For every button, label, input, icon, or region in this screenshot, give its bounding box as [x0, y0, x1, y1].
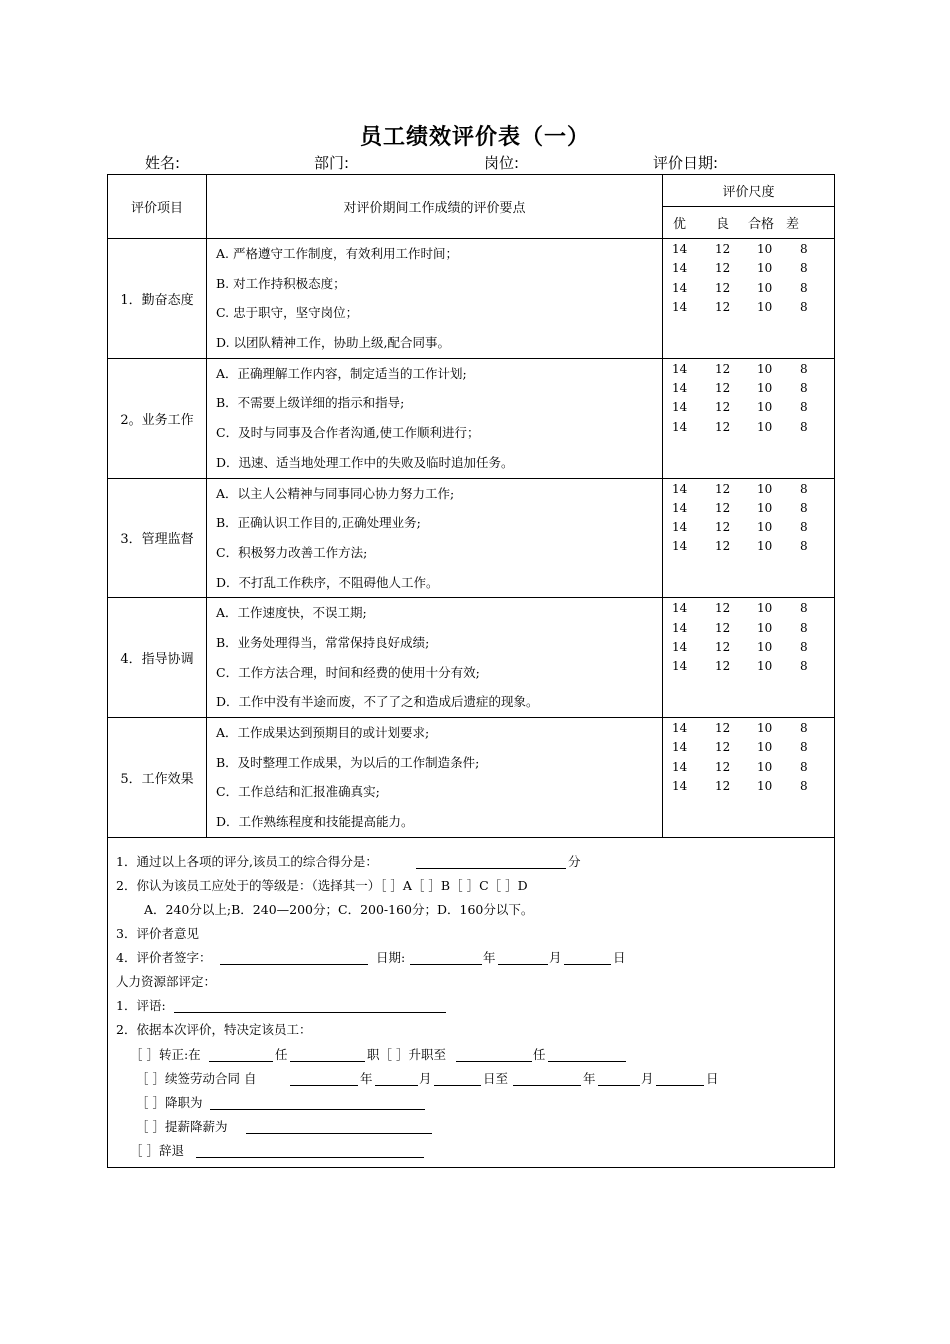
score-12: 12 — [715, 381, 731, 396]
score-10: 10 — [757, 481, 773, 496]
department-label: 部门: — [314, 154, 350, 172]
score-cell — [663, 239, 835, 359]
score-14: 14 — [672, 361, 688, 376]
score-12: 12 — [715, 520, 731, 535]
item-name: 5．工作效果 — [108, 718, 207, 838]
score-8: 8 — [800, 400, 808, 415]
score-14: 14 — [672, 419, 688, 434]
renew-end-day-label: 日 — [706, 1070, 719, 1086]
item-points — [207, 598, 663, 718]
score-10: 10 — [757, 400, 773, 415]
score-8: 8 — [800, 242, 808, 256]
score-12: 12 — [715, 299, 731, 314]
item-name: 2。业务工作 — [108, 358, 207, 478]
evaluation-table — [107, 174, 835, 1168]
confirm-post-label: 任 — [275, 1046, 288, 1062]
demote-blank[interactable] — [210, 1109, 425, 1110]
day-label: 日 — [613, 950, 626, 966]
signature-date-label: 日期: — [376, 950, 406, 966]
point-a: A．以主人公精神与同事同心协力努力工作; — [216, 485, 455, 501]
grade-pass: 合格 — [748, 217, 775, 232]
score-12: 12 — [715, 721, 731, 735]
score-12: 12 — [715, 740, 731, 755]
day-blank[interactable] — [564, 964, 611, 965]
confirm-dept-blank[interactable] — [209, 1061, 273, 1062]
hr-evaluation-label: 人力资源部评定： — [116, 974, 217, 990]
score-8: 8 — [800, 740, 808, 755]
renew-start-day-blank[interactable] — [434, 1085, 481, 1086]
comment-label: 1．评语: — [116, 998, 166, 1014]
score-14: 14 — [672, 759, 688, 774]
score-14: 14 — [672, 659, 688, 674]
score-cell — [663, 358, 835, 478]
score-14: 14 — [672, 280, 688, 295]
confirm-post-blank[interactable] — [290, 1061, 365, 1062]
signature-blank[interactable] — [220, 964, 368, 965]
salary-adjust-blank[interactable] — [246, 1133, 432, 1134]
score-10: 10 — [757, 740, 773, 755]
score-10: 10 — [757, 419, 773, 434]
item-points — [207, 478, 663, 598]
grade-criteria: A．240分以上;B．240—200分；C．200-160分；D．160分以下。 — [144, 901, 534, 917]
score-14: 14 — [672, 481, 688, 496]
point-a: A．工作成果达到预期目的或计划要求; — [216, 725, 430, 740]
score-cell — [663, 598, 835, 718]
score-14: 14 — [672, 740, 688, 755]
point-b: B．不需要上级详细的指示和指导; — [216, 395, 405, 411]
table-row — [108, 358, 835, 478]
renew-start-month-blank[interactable] — [375, 1085, 418, 1086]
renew-until-label: 日至 — [483, 1070, 509, 1086]
score-cell — [663, 718, 835, 838]
header-points: 对评价期间工作成绩的评价要点 — [207, 175, 663, 239]
score-14: 14 — [672, 639, 688, 654]
score-14: 14 — [672, 381, 688, 396]
score-8: 8 — [800, 280, 808, 295]
score-12: 12 — [715, 261, 731, 276]
score-8: 8 — [800, 361, 808, 376]
score-8: 8 — [800, 721, 808, 735]
line-dismiss — [108, 1137, 834, 1161]
point-d: D．迅速、适当地处理工作中的失败及临时追加任务。 — [216, 454, 514, 470]
score-14: 14 — [672, 721, 688, 735]
score-12: 12 — [715, 500, 731, 515]
point-a: A．正确理解工作内容，制定适当的工作计划; — [216, 365, 467, 381]
renew-end-year-label: 年 — [583, 1070, 596, 1086]
year-blank[interactable] — [410, 964, 482, 965]
score-cell — [663, 478, 835, 598]
evaluation-date-label: 评价日期: — [653, 154, 719, 172]
score-14: 14 — [672, 601, 688, 616]
score-12: 12 — [715, 361, 731, 376]
point-d: D．工作熟练程度和技能提高能力。 — [216, 814, 414, 830]
month-label: 月 — [549, 950, 562, 966]
promote-post-label: 任 — [533, 1046, 546, 1062]
point-d: D. 以团队精神工作，协助上级,配合同事。 — [216, 335, 450, 351]
line-evaluator-opinion — [108, 920, 834, 944]
score-14: 14 — [672, 539, 688, 554]
score-12: 12 — [715, 539, 731, 554]
score-10: 10 — [757, 639, 773, 654]
score-10: 10 — [757, 242, 773, 256]
score-12: 12 — [715, 419, 731, 434]
renew-end-year-blank[interactable] — [513, 1085, 581, 1086]
score-8: 8 — [800, 299, 808, 314]
score-10: 10 — [757, 500, 773, 515]
month-blank[interactable] — [498, 964, 548, 965]
point-b: B．业务处理得当，常常保持良好成绩; — [216, 634, 430, 650]
evaluator-opinion-label: 3．评价者意见 — [116, 926, 199, 942]
salary-adjust-checkbox-label[interactable]: ［ ］提薪降薪为 — [136, 1118, 228, 1134]
score-10: 10 — [757, 620, 773, 635]
item-points — [207, 239, 663, 359]
total-score-label: 1．通过以上各项的评分,该员工的综合得分是： — [116, 853, 378, 869]
score-8: 8 — [800, 520, 808, 535]
line-renew-contract — [108, 1065, 834, 1089]
point-d: D．不打乱工作秩序，不阻碍他人工作。 — [216, 574, 439, 590]
name-label: 姓名: — [145, 154, 181, 172]
line-grade-criteria — [108, 896, 834, 920]
grade-choice-label[interactable]: 2．你认为该员工应处于的等级是：（选择其一）［ ］A［ ］B［ ］C［ ］D — [116, 877, 528, 893]
score-10: 10 — [757, 778, 773, 793]
total-score-unit: 分 — [568, 853, 581, 869]
score-14: 14 — [672, 520, 688, 535]
line-grade — [108, 872, 834, 896]
item-points — [207, 358, 663, 478]
point-c: C．积极努力改善工作方法; — [216, 544, 368, 560]
score-8: 8 — [800, 759, 808, 774]
grade-poor: 差 — [786, 217, 800, 232]
decision-label: 2．依据本次评价，特决定该员工： — [116, 1022, 312, 1038]
point-d: D．工作中没有半途而废，不了了之和造成后遗症的现象。 — [216, 694, 539, 710]
point-a: A. 严格遵守工作制度，有效利用工作时间； — [216, 246, 458, 261]
score-14: 14 — [672, 261, 688, 276]
score-8: 8 — [800, 539, 808, 554]
renew-end-month-label: 月 — [641, 1070, 654, 1086]
point-c: C．及时与同事及合作者沟通,使工作顺利进行； — [216, 425, 480, 441]
evaluator-signature-label: 4．评价者签字： — [116, 950, 212, 966]
evaluation-summary — [108, 837, 835, 1167]
score-12: 12 — [715, 620, 731, 635]
promote-post-blank[interactable] — [548, 1061, 626, 1062]
score-8: 8 — [800, 639, 808, 654]
score-10: 10 — [757, 539, 773, 554]
score-8: 8 — [800, 419, 808, 434]
comment-blank[interactable] — [174, 1012, 446, 1013]
point-b: B．正确认识工作目的,正确处理业务; — [216, 515, 421, 531]
score-12: 12 — [715, 778, 731, 793]
year-label: 年 — [483, 950, 496, 966]
score-8: 8 — [800, 778, 808, 793]
renew-start-month-label: 月 — [419, 1070, 432, 1086]
score-10: 10 — [757, 721, 773, 735]
renew-start-year-blank[interactable] — [290, 1085, 358, 1086]
dismiss-checkbox-label[interactable]: ［ ］辞退 — [130, 1142, 184, 1158]
score-14: 14 — [672, 400, 688, 415]
score-12: 12 — [715, 659, 731, 674]
item-name: 3．管理监督 — [108, 478, 207, 598]
score-14: 14 — [672, 620, 688, 635]
renew-start-year-label: 年 — [360, 1070, 373, 1086]
scale-title: 评价尺度 — [663, 175, 834, 207]
item-name: 4．指导协调 — [108, 598, 207, 718]
score-10: 10 — [757, 601, 773, 616]
point-c: C．工作方法合理，时间和经费的使用十分有效; — [216, 664, 480, 680]
score-10: 10 — [757, 261, 773, 276]
point-a: A．工作速度快，不误工期; — [216, 605, 367, 621]
score-10: 10 — [757, 520, 773, 535]
score-12: 12 — [715, 639, 731, 654]
renew-end-day-blank[interactable] — [656, 1085, 704, 1086]
form-title: 员工绩效评价表（一） — [359, 125, 590, 150]
header-scale — [663, 175, 835, 239]
score-10: 10 — [757, 659, 773, 674]
score-14: 14 — [672, 299, 688, 314]
score-12: 12 — [715, 601, 731, 616]
table-row — [108, 598, 835, 718]
point-b: B. 对工作持积极态度； — [216, 275, 346, 291]
score-10: 10 — [757, 299, 773, 314]
score-8: 8 — [800, 601, 808, 616]
promote-checkbox-label[interactable]: 职［ ］升职至 — [367, 1046, 446, 1062]
point-b: B．及时整理工作成果，为以后的工作制造条件; — [216, 754, 480, 770]
table-row — [108, 478, 835, 598]
score-14: 14 — [672, 500, 688, 515]
point-c: C. 忠于职守，坚守岗位； — [216, 305, 359, 321]
score-14: 14 — [672, 242, 688, 256]
line-total-score — [108, 848, 834, 872]
score-10: 10 — [757, 280, 773, 295]
score-12: 12 — [715, 242, 731, 256]
score-10: 10 — [757, 759, 773, 774]
promote-dept-blank[interactable] — [456, 1061, 532, 1062]
score-8: 8 — [800, 659, 808, 674]
line-evaluator-signature — [108, 944, 834, 968]
score-8: 8 — [800, 500, 808, 515]
score-8: 8 — [800, 381, 808, 396]
table-row — [108, 718, 835, 838]
item-name: 1．勤奋态度 — [108, 239, 207, 359]
score-12: 12 — [715, 400, 731, 415]
score-10: 10 — [757, 361, 773, 376]
score-12: 12 — [715, 280, 731, 295]
score-8: 8 — [800, 481, 808, 496]
total-score-blank[interactable] — [416, 868, 566, 869]
header-item: 评价项目 — [108, 175, 207, 239]
dismiss-blank[interactable] — [196, 1157, 424, 1158]
renew-contract-checkbox-label[interactable]: ［ ］续签劳动合同 自 — [136, 1070, 257, 1086]
score-12: 12 — [715, 481, 731, 496]
point-c: C．工作总结和汇报准确真实; — [216, 784, 380, 800]
demote-checkbox-label[interactable]: ［ ］降职为 — [136, 1094, 203, 1110]
table-row — [108, 239, 835, 359]
score-14: 14 — [672, 778, 688, 793]
line-comment — [108, 992, 834, 1016]
grade-good: 良 — [716, 217, 730, 232]
confirm-checkbox-label[interactable]: ［ ］转正:在 — [130, 1046, 201, 1062]
item-points — [207, 718, 663, 838]
score-8: 8 — [800, 620, 808, 635]
score-12: 12 — [715, 759, 731, 774]
score-10: 10 — [757, 381, 773, 396]
position-label: 岗位: — [484, 154, 520, 172]
line-decision — [108, 1016, 834, 1040]
line-hr-evaluation — [108, 968, 834, 992]
line-demote — [108, 1089, 834, 1113]
line-confirm-promote — [108, 1041, 834, 1065]
grade-excellent: 优 — [673, 217, 687, 232]
line-salary-adjust — [108, 1113, 834, 1137]
renew-end-month-blank[interactable] — [598, 1085, 640, 1086]
score-8: 8 — [800, 261, 808, 276]
